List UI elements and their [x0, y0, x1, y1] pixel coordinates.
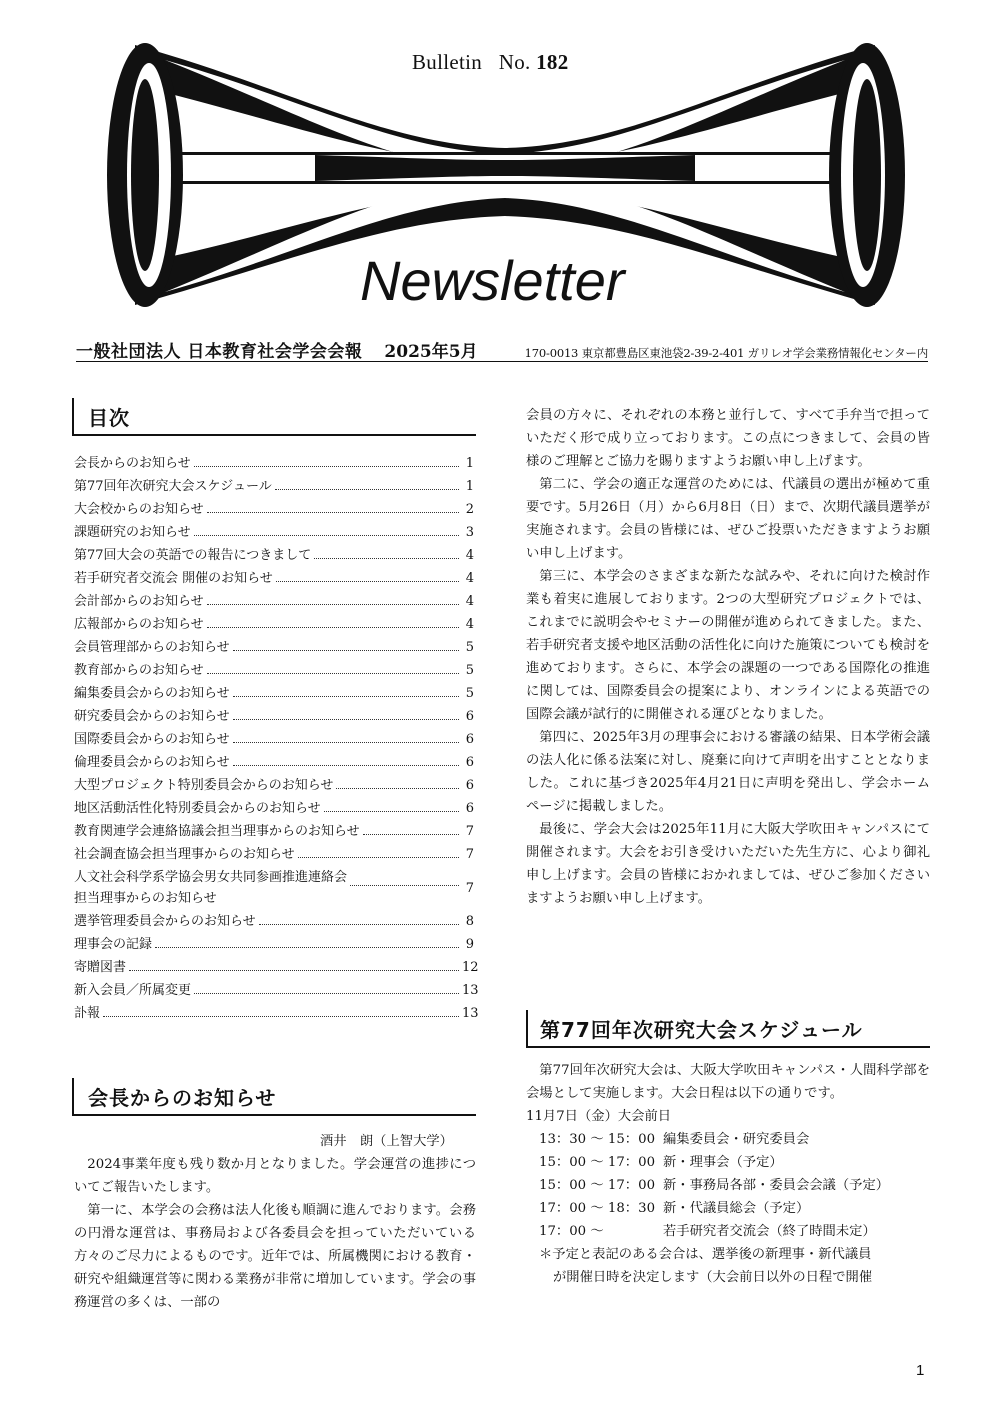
schedule-note-line: ＊予定と表記のある会合は、選挙後の新理事・新代議員	[539, 1247, 872, 1262]
toc-item-page: 6	[465, 801, 474, 816]
paragraph: 最後に、学会大会は2025年11月に大阪大学吹田キャンパスにて開催されます。大会をお引き受けいただいた先生方に、心より御礼申し上げます。会員の皆様におかれましては、ぜひご参加くださいますようお願い申し上げます。	[526, 822, 930, 906]
paragraph: 第三に、本学会のさまざまな新たな試みや、それに向けた検討作業も着実に進展しております。2つの大型研究プロジェクトでは、これまでに説明会やセミナーの開催が進められてきました。また、若手研究者支援や地区活動の活性化に向けた施策についても検討を進めております。さらに、本学会の課題の一つである国際化の推進に関しては、国際委員会の提案により、オンラインによる英語での国際会議が試行的に開催される運びとなりました。	[526, 569, 930, 722]
toc-item[interactable]	[74, 797, 474, 820]
toc-item[interactable]	[74, 682, 474, 705]
toc-leader	[233, 650, 459, 651]
president-byline: 酒井 朗（上智大学）	[320, 1134, 453, 1149]
toc-item-page: 6	[465, 732, 474, 747]
president-heading-text: 会長からのお知らせ	[88, 1086, 277, 1110]
toc-item-label: 若手研究者交流会 開催のお知らせ	[74, 571, 273, 586]
toc-item-label: 寄贈図書	[74, 960, 127, 975]
toc-item-page: 1	[465, 479, 474, 494]
schedule-time: 13：30 〜 15：00	[539, 1132, 656, 1147]
schedule-heading-text: 第77回年次研究大会スケジュール	[540, 1018, 863, 1042]
page-number: 1	[916, 1362, 925, 1379]
toc-item-label: 人文社会科学系学協会男女共同参画推進連絡会	[74, 870, 348, 885]
toc-item-label: 選挙管理委員会からのお知らせ	[74, 914, 256, 929]
toc-item[interactable]	[74, 705, 474, 728]
bulletin-number	[412, 50, 569, 75]
toc-item[interactable]	[74, 659, 474, 682]
toc-item-label: 会員管理部からのお知らせ	[74, 640, 230, 655]
schedule-event: 新・理事会（予定）	[663, 1155, 783, 1170]
organization-name: 一般社団法人 日本教育社会学会会報	[76, 342, 363, 362]
schedule-item	[526, 1151, 930, 1174]
toc-item[interactable]	[74, 843, 474, 866]
toc-item-page: 6	[465, 778, 474, 793]
paragraph: 第一に、本学会の会務は法人化後も順調に進んでおります。会務の円滑な運営は、事務局および各委員会を担っていただいている方々のご尽力によるものです。近年では、所属機関における教育・研究や組織運営等に関わる業務が非常に増加しています。学会の事務運営の多くは、一部の	[74, 1203, 476, 1310]
toc-item-label: 会長からのお知らせ	[74, 456, 191, 471]
schedule-event: 新・代議員総会（予定）	[663, 1201, 810, 1216]
toc-item-label: 社会調査協会担当理事からのお知らせ	[74, 847, 295, 862]
toc-item[interactable]	[74, 498, 474, 521]
schedule-item	[526, 1128, 930, 1151]
toc-item-page: 2	[465, 502, 474, 517]
toc-item-label: 研究委員会からのお知らせ	[74, 709, 230, 724]
schedule-event: 編集委員会・研究委員会	[663, 1132, 810, 1147]
newsletter-logo	[95, 30, 915, 330]
toc-leader	[194, 466, 459, 467]
toc-item-page: 7	[465, 824, 474, 839]
schedule-intro: 第77回年次研究大会は、大阪大学吹田キャンパス・人間科学部を会場として実施します。大会日程は以下の通りです。	[526, 1063, 930, 1101]
schedule-time: 17：00 〜 18：30	[539, 1201, 656, 1216]
toc-item-label: 編集委員会からのお知らせ	[74, 686, 230, 701]
toc-item-page: 6	[465, 709, 474, 724]
schedule-note	[526, 1243, 930, 1289]
schedule-note-line: が開催日時を決定します（大会前日以外の日程で開催	[553, 1270, 873, 1285]
newsletter-title: Newsletter	[360, 249, 625, 312]
toc-leader	[129, 970, 459, 971]
toc-item[interactable]	[74, 1002, 479, 1025]
paragraph: 第四に、2025年3月の理事会における審議の結果、日本学術会議の法人化に係る法案に対し、廃棄に向けて声明を出すこととなりました。これに基づき2025年4月21日に声明を発出し、学会ホームページに掲載しました。	[526, 730, 930, 814]
toc-item-label: 担当理事からのお知らせ	[74, 891, 217, 906]
toc-item-label: 広報部からのお知らせ	[74, 617, 204, 632]
toc-leader	[324, 811, 459, 812]
masthead-rule	[76, 361, 928, 362]
toc-leader	[233, 719, 459, 720]
toc-item-page: 4	[465, 571, 474, 586]
toc-item-label: 教育関連学会連絡協議会担当理事からのお知らせ	[74, 824, 360, 839]
toc-item-page: 4	[465, 548, 474, 563]
toc-item[interactable]	[74, 544, 474, 567]
toc-item-page: 13	[462, 983, 479, 998]
toc-leader	[350, 885, 459, 886]
toc-item[interactable]	[74, 567, 474, 590]
toc-item-page: 3	[465, 525, 474, 540]
toc-item-page: 6	[465, 755, 474, 770]
toc-leader	[314, 558, 459, 559]
toc-item-page: 5	[465, 686, 474, 701]
toc-item[interactable]	[74, 866, 474, 910]
toc-item-page: 5	[465, 663, 474, 678]
toc-item[interactable]	[74, 933, 474, 956]
schedule-item	[526, 1174, 930, 1197]
toc-heading	[72, 398, 476, 436]
schedule-heading	[526, 1010, 930, 1048]
bulletin-no-label: No.	[498, 50, 531, 74]
toc-leader	[233, 742, 459, 743]
toc-item-label: 大会校からのお知らせ	[74, 502, 204, 517]
toc-item-label: 教育部からのお知らせ	[74, 663, 204, 678]
toc-item-page: 9	[465, 937, 474, 952]
president-message-right	[526, 404, 930, 910]
toc-item-label: 倫理委員会からのお知らせ	[74, 755, 230, 770]
toc-item-label: 新入会員／所属変更	[74, 983, 192, 998]
schedule-item	[526, 1220, 930, 1243]
toc-leader	[336, 788, 459, 789]
toc-item-label: 国際委員会からのお知らせ	[74, 732, 230, 747]
schedule-body	[526, 1059, 930, 1289]
toc-item-page: 8	[465, 914, 474, 929]
bulletin-no-value: 182	[536, 50, 569, 74]
toc-item[interactable]	[74, 521, 474, 544]
schedule-time: 15：00 〜 17：00	[539, 1178, 656, 1193]
toc-leader	[194, 535, 459, 536]
paragraph: 第二に、学会の適正な運営のためには、代議員の選出が極めて重要です。5月26日（月）から6月8日（日）まで、次期代議員選挙が実施されます。会員の皆様には、ぜひご投票いただきますようお願い申し上げます。	[526, 477, 930, 561]
paragraph: 2024事業年度も残り数か月となりました。学会運営の進捗についてご報告いたします。	[74, 1157, 476, 1195]
paragraph: 会員の方々に、それぞれの本務と並行して、すべて手弁当で担っていただく形で成り立っております。この点につきまして、会員の皆様のご理解とご協力を賜りますようお願い申し上げます。	[526, 408, 930, 469]
toc-leader	[194, 993, 459, 994]
toc-leader	[276, 581, 459, 582]
table-of-contents	[74, 452, 479, 1025]
schedule-item	[526, 1197, 930, 1220]
toc-leader	[207, 604, 459, 605]
schedule-time: 15：00 〜 17：00	[539, 1155, 656, 1170]
toc-item-label: 大型プロジェクト特別委員会からのお知らせ	[74, 778, 334, 793]
toc-item[interactable]	[74, 774, 474, 797]
toc-item[interactable]	[74, 820, 474, 843]
toc-item[interactable]	[74, 613, 474, 636]
toc-item[interactable]	[74, 475, 474, 498]
issue-date: 2025年5月	[384, 342, 478, 362]
toc-item-label: 課題研究のお知らせ	[74, 525, 191, 540]
toc-leader	[207, 627, 459, 628]
toc-item[interactable]	[74, 728, 474, 751]
schedule-event: 若手研究者交流会（終了時間未定）	[663, 1224, 876, 1239]
toc-item-page: 7	[465, 880, 474, 896]
toc-item[interactable]	[74, 956, 479, 979]
masthead-info	[76, 337, 928, 362]
toc-leader	[103, 1016, 459, 1017]
toc-item-page: 7	[465, 847, 474, 862]
toc-item[interactable]	[74, 590, 474, 613]
toc-item[interactable]	[74, 979, 479, 1002]
toc-leader	[233, 765, 459, 766]
toc-leader	[155, 947, 459, 948]
toc-item[interactable]	[74, 751, 474, 774]
toc-item-page: 12	[462, 960, 479, 975]
toc-item-page: 13	[462, 1006, 479, 1021]
toc-item[interactable]	[74, 452, 474, 475]
address: 170-0013 東京都豊島区東池袋2-39-2-401 ガリレオ学会業務情報化センター内	[524, 346, 928, 360]
bulletin-label: Bulletin	[412, 50, 483, 74]
toc-item-label: 第77回年次研究大会スケジュール	[74, 479, 272, 494]
toc-item[interactable]	[74, 910, 474, 933]
toc-item-page: 4	[465, 594, 474, 609]
toc-item-page: 5	[465, 640, 474, 655]
toc-leader	[207, 673, 459, 674]
schedule-event: 新・事務局各部・委員会会議（予定）	[663, 1178, 890, 1193]
toc-item-label: 地区活動活性化特別委員会からのお知らせ	[74, 801, 321, 816]
toc-item-label: 理事会の記録	[74, 937, 153, 952]
schedule-day: 11月7日（金）大会前日	[526, 1109, 672, 1124]
toc-heading-text: 目次	[88, 406, 130, 430]
toc-leader	[275, 489, 459, 490]
toc-item-label: 第77回大会の英語での報告につきまして	[74, 548, 312, 563]
toc-leader	[259, 924, 459, 925]
toc-item-label: 会計部からのお知らせ	[74, 594, 204, 609]
toc-item-label: 訃報	[74, 1006, 101, 1021]
schedule-time: 17：00 〜	[539, 1224, 604, 1239]
toc-leader	[233, 696, 459, 697]
toc-leader	[207, 512, 459, 513]
toc-item-page: 1	[465, 456, 474, 471]
president-message-left	[74, 1153, 476, 1314]
president-heading	[72, 1078, 476, 1116]
toc-leader	[363, 834, 459, 835]
toc-item[interactable]	[74, 636, 474, 659]
toc-item-page: 4	[465, 617, 474, 632]
toc-leader	[298, 857, 459, 858]
